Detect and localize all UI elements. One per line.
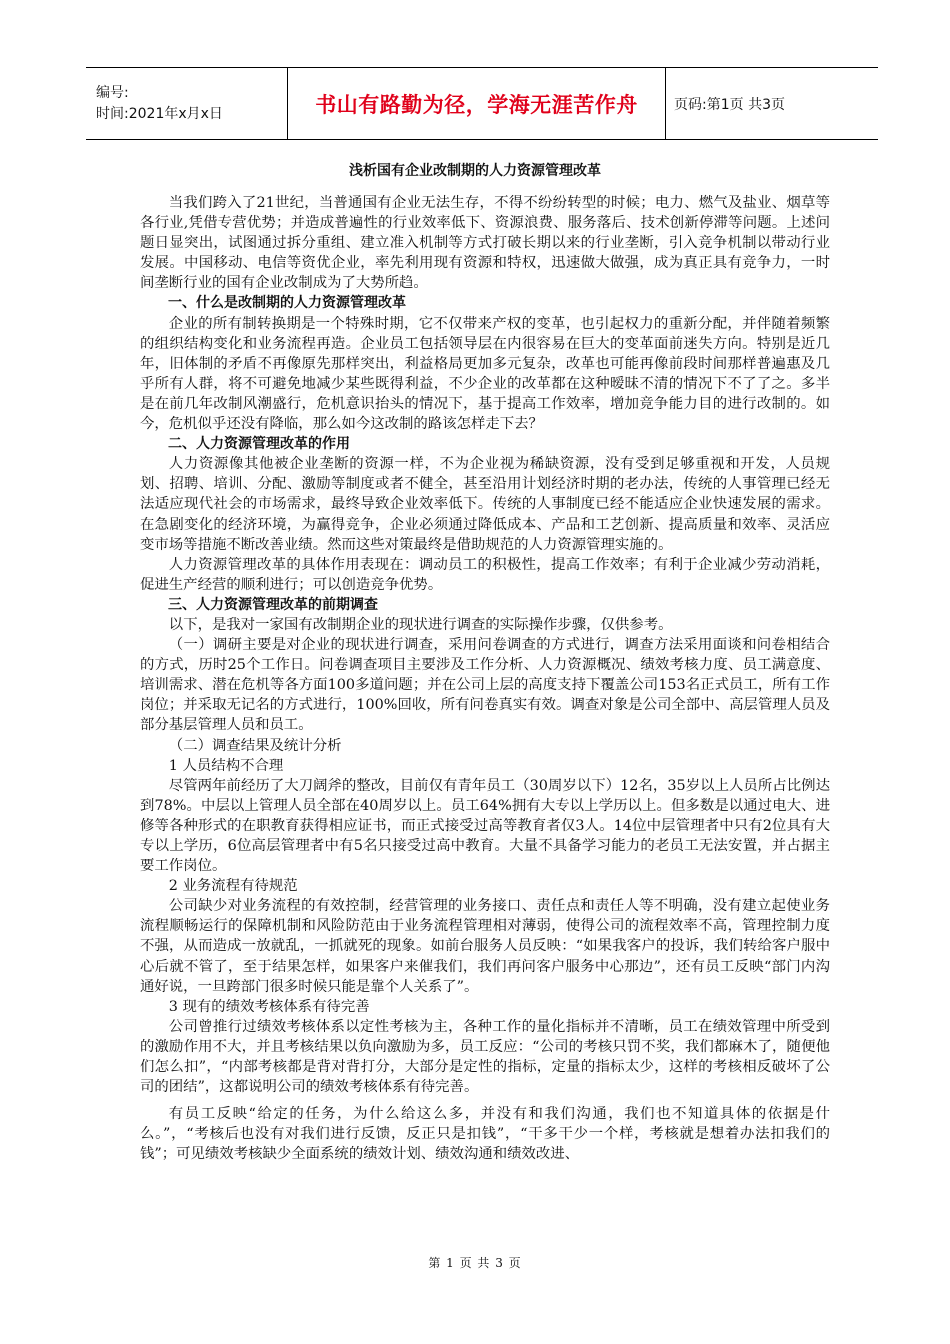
paragraph: 有员工反映“给定的任务，为什么给这么多，并没有和我们沟通，我们也不知道具体的依据是什么。”，“考核后也没有对我们进行反馈，反正只是扣钱”，“干多干少一个样，考核就是想着办法扣我们的钱”；可见绩效考核缺少全面系统的绩效计划、绩效沟通和绩效改进、 [140, 1106, 830, 1163]
header-middle [288, 68, 666, 139]
paragraph: 尽管两年前经历了大刀阔斧的整改，目前仅有青年员工（30周岁以下）12名，35岁以上人员所占比例达到78%。中层以上管理人员全部在40周岁以上。员工64%拥有大专以上学历以上。但多数是以通过电大、进修等各种形式的在职教育获得相应证书，而正式接受过高等教育者仅3人。14位中层管理者中只有2位具有大专以上学历，6位高层管理者中有5名只接受过高中教育。大量不具备学习能力的老员工无法安置，并占据主要工作岗位。 [140, 777, 830, 875]
section-heading: 一、什么是改制期的人力资源管理改革 [168, 295, 406, 312]
paragraph: 2 业务流程有待规范 [168, 878, 298, 895]
paragraph: 以下，是我对一家国有改制期企业的现状进行调查的实际操作步骤，仅供参考。 [168, 616, 673, 633]
paragraph: 人力资源像其他被企业垄断的资源一样，不为企业视为稀缺资源，没有受到足够重视和开发，人员规划、招聘、培训、分配、激励等制度或者不健全，甚至沿用计划经济时期的老办法，传统的人事管理已经无法适应现代社会的市场需求，最终导致企业效率低下。传统的人事制度已经不能适应企业快速发展的需求。在急剧变化的经济环境，为赢得竞争，企业必须通过降低成本、产品和工艺创新、提高质量和效率、灵活应变市场等措施不断改善业绩。然而这些对策最终是借助规范的人力资源管理实施的。 [140, 456, 830, 553]
header-left [86, 68, 288, 139]
paragraph: （二）调查结果及统计分析 [168, 737, 342, 754]
paragraph: 当我们跨入了21世纪，当普通国有企业无法生存，不得不纷纷转型的时候；电力、燃气及盐业、烟草等各行业,凭借专营优势；并造成普遍性的行业效率低下、资源浪费、服务落后、技术创新停滞等问题。上述问题日显突出，试图通过拆分重组、建立准入机制等方式打破长期以来的行业垄断，引入竞争机制以带动行业发展。中国移动、电信等资优企业，率先利用现有资源和特权，迅速做大做强，成为真正具有竞争力，一时间垄断行业的国有企业改制成为了大势所趋。 [140, 195, 830, 292]
page-info: 页码:第1页 共3页 [674, 96, 785, 113]
paragraph: 1 人员结构不合理 [168, 757, 284, 774]
paragraph: 3 现有的绩效考核体系有待完善 [168, 998, 370, 1015]
header-right [666, 68, 878, 139]
document-title: 浅析国有企业改制期的人力资源管理改革 [349, 163, 601, 179]
document-number-label: 编号: [96, 84, 129, 101]
section-heading: 二、人力资源管理改革的作用 [168, 436, 350, 453]
paragraph: 公司曾推行过绩效考核体系以定性考核为主，各种工作的量化指标并不清晰，员工在绩效管理中所受到的激励作用不大，并且考核结果以负向激励为多，员工反应：“公司的考核只罚不奖，我们都麻木了，随便他们怎么扣”，“内部考核都是背对背打分，大部分是定性的指标，定量的指标太少，这样的考核相反破坏了公司的团结”，这都说明公司的绩效考核体系有待完善。 [140, 1018, 830, 1096]
document-time: 时间:2021年x月x日 [96, 105, 223, 122]
paragraph: （一）调研主要是对企业的现状进行调查，采用问卷调查的方式进行，调查方法采用面谈和问卷相结合的方式，历时25个工作日。问卷调查项目主要涉及工作分析、人力资源概况、绩效考核力度、员工满意度、培训需求、潜在危机等各方面100多道问题；并在公司上层的高度支持下覆盖公司153名正式员工，所有工作岗位；并采取无记名的方式进行，100%回收，所有问卷真实有效。调查对象是公司全部中、高层管理人员及部分基层管理人员和员工。 [140, 637, 830, 734]
paragraph: 人力资源管理改革的具体作用表现在：调动员工的积极性，提高工作效率；有利于企业减少劳动消耗，促进生产经营的顺利进行；可以创造竞争优势。 [140, 556, 830, 593]
section-heading: 三、人力资源管理改革的前期调查 [168, 596, 378, 613]
header-motto: 书山有路勤为径，学海无涯苦作舟 [315, 92, 638, 117]
paragraph: 企业的所有制转换期是一个特殊时期，它不仅带来产权的变革，也引起权力的重新分配，并伴随着频繁的组织结构变化和业务流程再造。企业员工包括领导层在内很容易在巨大的变革面前迷失方向。特别是近几年，旧体制的矛盾不再像原先那样突出，利益格局更加多元复杂，改革也可能再像前段时间那样普遍惠及几乎所有人群，将不可避免地减少某些既得利益，不少企业的改革都在这种暧昧不清的情况下不了了之。多半是在前几年改制风潮盛行，危机意识抬头的情况下，基于提高工作效率，增加竞争能力目的进行改制的。如今，危机似乎还没有降临，那么如今这改制的路该怎样走下去？ [140, 315, 830, 433]
page-header [86, 67, 878, 140]
document-body [140, 193, 830, 1165]
page-footer: 第 1 页 共 3 页 [428, 1256, 522, 1270]
paragraph: 公司缺少对业务流程的有效控制，经营管理的业务接口、责任点和责任人等不明确，没有建立起使业务流程顺畅运行的保障机制和风险防范由于业务流程管理相对薄弱，使得公司的流程效率不高，管理控制力度不强，从而造成一放就乱，一抓就死的现象。如前台服务人员反映：“如果我客户的投诉，我们转给客户服中心后就不管了，至于结果怎样，如果客户来催我们，我们再问客户服务中心那边”，还有员工反映“部门内沟通好说，一旦跨部门很多时候只能是靠个人关系了”。 [140, 898, 830, 995]
